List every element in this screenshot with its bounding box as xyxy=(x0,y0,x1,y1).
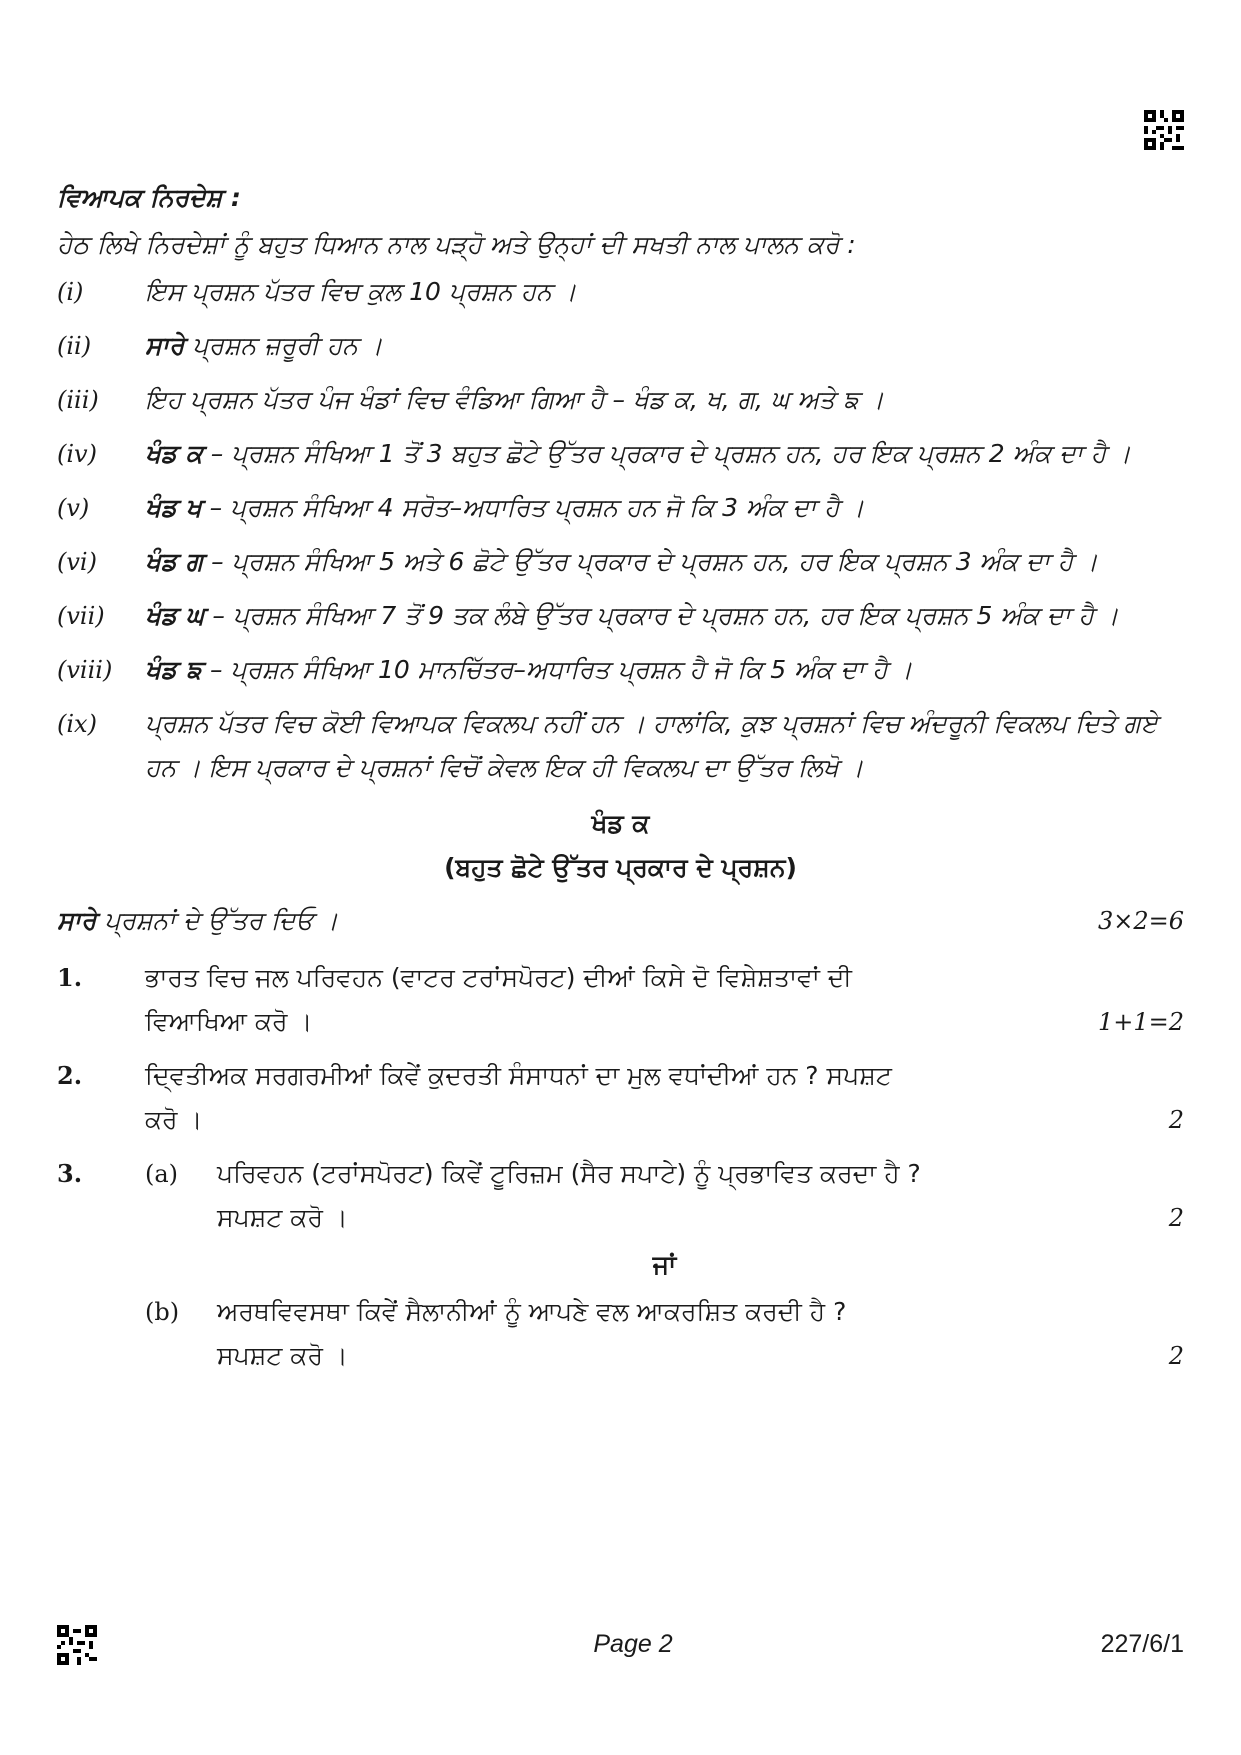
instruction-text: ਪ੍ਰਸ਼ਨ ਜ਼ਰੂਰੀ ਹਨ । xyxy=(184,331,383,360)
question-number: 1. xyxy=(57,963,83,992)
question-text: ਦ੍ਵਿਤੀਅਕ ਸਰਗਰਮੀਆਂ ਕਿਵੇਂ ਕੁਦਰਤੀ ਸੰਸਾਧਨਾਂ ਦਾ ਮੁਲ ਵਧਾਂਦੀਆਂ ਹਨ ? ਸਪਸ਼ਟ xyxy=(145,1061,892,1090)
question-2 xyxy=(57,1054,1184,1142)
instruction-number: (vii) xyxy=(57,602,105,630)
answer-all-text: ਪ੍ਰਸ਼ਨਾਂ ਦੇ ਉੱਤਰ ਦਿਓ । xyxy=(96,906,339,935)
instruction-text: – ਪ੍ਰਸ਼ਨ ਸੰਖਿਆ 1 ਤੋਂ 3 ਬਹੁਤ ਛੋਟੇ ਉੱਤਰ ਪ੍ਰਕਾਰ ਦੇ ਪ੍ਰਸ਼ਨ ਹਨ, ਹਰ ਇਕ ਪ੍ਰਸ਼ਨ 2 ਅੰਕ ਦਾ ਹੈ । xyxy=(202,439,1131,468)
section-marks: 3×2=6 xyxy=(1097,907,1184,935)
instructions-intro: ਹੇਠ ਲਿਖੇ ਨਿਰਦੇਸ਼ਾਂ ਨੂੰ ਬਹੁਤ ਧਿਆਨ ਨਾਲ ਪੜ੍ਹੋ ਅਤੇ ਉਨ੍ਹਾਂ ਦੀ ਸਖਤੀ ਨਾਲ ਪਾਲਨ ਕਰੋ : xyxy=(57,230,856,259)
question-3b xyxy=(145,1290,1184,1378)
page-number: Page 2 xyxy=(593,1630,673,1658)
instruction-text: ਪ੍ਰਸ਼ਨ ਪੱਤਰ ਵਿਚ ਕੋਈ ਵਿਆਪਕ ਵਿਕਲਪ ਨਹੀਂ ਹਨ । ਹਾਲਾਂਕਿ, ਕੁਝ ਪ੍ਰਸ਼ਨਾਂ ਵਿਚ ਅੰਦਰੂਨੀ ਵਿਕਲਪ ਦਿਤੇ ਗਏ ਹਨ । ਇਸ ਪ੍ਰਕਾਰ ਦੇ ਪ੍ਰਸ਼ਨਾਂ ਵਿਚੋਂ ਕੇਵਲ ਇਕ ਹੀ ਵਿਕਲਪ ਦਾ ਉੱਤਰ ਲਿਖੋ । xyxy=(145,709,1158,782)
instruction-number: (ix) xyxy=(57,710,97,738)
instruction-number: (viii) xyxy=(57,656,113,684)
or-separator: ਜਾਂ xyxy=(652,1250,677,1279)
instruction-bold: ਖੰਡ ਕ xyxy=(145,439,203,468)
qr-code-icon xyxy=(57,1625,97,1665)
question-text: ਵਿਆਖਿਆ ਕਰੋ । xyxy=(145,1007,313,1036)
instruction-item xyxy=(57,702,1184,790)
instruction-item xyxy=(57,378,1184,422)
question-text: ਕਰੋ । xyxy=(145,1105,203,1134)
sub-question-label: (b) xyxy=(145,1298,180,1326)
instruction-text: – ਪ੍ਰਸ਼ਨ ਸੰਖਿਆ 5 ਅਤੇ 6 ਛੋਟੇ ਉੱਤਰ ਪ੍ਰਕਾਰ ਦੇ ਪ੍ਰਸ਼ਨ ਹਨ, ਹਰ ਇਕ ਪ੍ਰਸ਼ਨ 3 ਅੰਕ ਦਾ ਹੈ । xyxy=(203,547,1098,576)
instruction-number: (iii) xyxy=(57,386,99,414)
instruction-number: (vi) xyxy=(57,548,97,576)
answer-all-bold: ਸਾਰੇ xyxy=(57,906,97,935)
instruction-item xyxy=(57,648,1184,692)
instruction-text: ਇਸ ਪ੍ਰਸ਼ਨ ਪੱਤਰ ਵਿਚ ਕੁਲ 10 ਪ੍ਰਸ਼ਨ ਹਨ । xyxy=(145,277,577,306)
sub-question-label: (a) xyxy=(145,1160,179,1188)
question-text: ਸਪਸ਼ਟ ਕਰੋ । xyxy=(217,1203,348,1232)
instruction-number: (iv) xyxy=(57,440,97,468)
question-marks: 1+1=2 xyxy=(1097,1008,1184,1036)
instruction-bold: ਖੰਡ ਙ xyxy=(145,655,203,684)
question-text: ਅਰਥਵਿਵਸਥਾ ਕਿਵੇਂ ਸੈਲਾਨੀਆਂ ਨੂੰ ਆਪਣੇ ਵਲ ਆਕਰਸ਼ਿਤ ਕਰਦੀ ਹੈ ? xyxy=(217,1297,847,1326)
question-3 xyxy=(57,1152,1184,1378)
qr-code-icon xyxy=(1144,110,1184,150)
question-text: ਭਾਰਤ ਵਿਚ ਜਲ ਪਰਿਵਹਨ (ਵਾਟਰ ਟਰਾਂਸਪੋਰਟ) ਦੀਆਂ ਕਿਸੇ ਦੋ ਵਿਸ਼ੇਸ਼ਤਾਵਾਂ ਦੀ xyxy=(145,963,852,992)
instruction-bold: ਸਾਰੇ xyxy=(145,331,185,360)
instruction-item xyxy=(57,432,1184,476)
instruction-item xyxy=(57,324,1184,368)
question-number: 2. xyxy=(57,1061,83,1090)
instruction-text: ਇਹ ਪ੍ਰਸ਼ਨ ਪੱਤਰ ਪੰਜ ਖੰਡਾਂ ਵਿਚ ਵੰਡਿਆ ਗਿਆ ਹੈ – ਖੰਡ ਕ, ਖ, ਗ, ਘ ਅਤੇ ਙ । xyxy=(145,385,884,414)
instruction-bold: ਖੰਡ ਗ xyxy=(145,547,204,576)
instruction-number: (v) xyxy=(57,494,90,522)
instruction-item xyxy=(57,486,1184,530)
question-text: ਪਰਿਵਹਨ (ਟਰਾਂਸਪੋਰਟ) ਕਿਵੇਂ ਟੂਰਿਜ਼ਮ (ਸੈਰ ਸਪਾਟੇ) ਨੂੰ ਪ੍ਰਭਾਵਿਤ ਕਰਦਾ ਹੈ ? xyxy=(217,1159,921,1188)
answer-all-row xyxy=(57,896,1184,946)
instruction-item xyxy=(57,594,1184,638)
question-number: 3. xyxy=(57,1159,83,1188)
instruction-bold: ਖੰਡ ਘ xyxy=(145,601,205,630)
question-marks: 2 xyxy=(1168,1342,1184,1370)
question-marks: 2 xyxy=(1168,1204,1184,1232)
question-text: ਸਪਸ਼ਟ ਕਰੋ । xyxy=(217,1341,348,1370)
exam-page xyxy=(57,176,1184,1378)
instruction-text: – ਪ੍ਰਸ਼ਨ ਸੰਖਿਆ 4 ਸਰੋਤ–ਅਧਾਰਿਤ ਪ੍ਰਸ਼ਨ ਹਨ ਜੋ ਕਿ 3 ਅੰਕ ਦਾ ਹੈ । xyxy=(201,493,865,522)
instruction-text: – ਪ੍ਰਸ਼ਨ ਸੰਖਿਆ 10 ਮਾਨਚਿੱਤਰ–ਅਧਾਰਿਤ ਪ੍ਰਸ਼ਨ ਹੈ ਜੋ ਕਿ 5 ਅੰਕ ਦਾ ਹੈ । xyxy=(202,655,913,684)
section-a-title: ਖੰਡ ਕ xyxy=(591,809,650,838)
instruction-text: – ਪ੍ਰਸ਼ਨ ਸੰਖਿਆ 7 ਤੋਂ 9 ਤਕ ਲੰਬੇ ਉੱਤਰ ਪ੍ਰਕਾਰ ਦੇ ਪ੍ਰਸ਼ਨ ਹਨ, ਹਰ ਇਕ ਪ੍ਰਸ਼ਨ 5 ਅੰਕ ਦਾ ਹੈ । xyxy=(204,601,1119,630)
section-a-subtitle: (ਬਹੁਤ ਛੋਟੇ ਉੱਤਰ ਪ੍ਰਕਾਰ ਦੇ ਪ੍ਰਸ਼ਨ) xyxy=(444,853,797,882)
instruction-number: (ii) xyxy=(57,332,92,360)
instruction-item xyxy=(57,270,1184,314)
instruction-item xyxy=(57,540,1184,584)
paper-code: 227/6/1 xyxy=(1100,1630,1184,1658)
question-1 xyxy=(57,956,1184,1044)
instruction-number: (i) xyxy=(57,278,84,306)
instructions-heading: ਵਿਆਪਕ ਨਿਰਦੇਸ਼ : xyxy=(57,183,241,212)
instruction-bold: ਖੰਡ ਖ xyxy=(145,493,202,522)
question-marks: 2 xyxy=(1168,1106,1184,1134)
question-3a xyxy=(145,1152,1184,1240)
